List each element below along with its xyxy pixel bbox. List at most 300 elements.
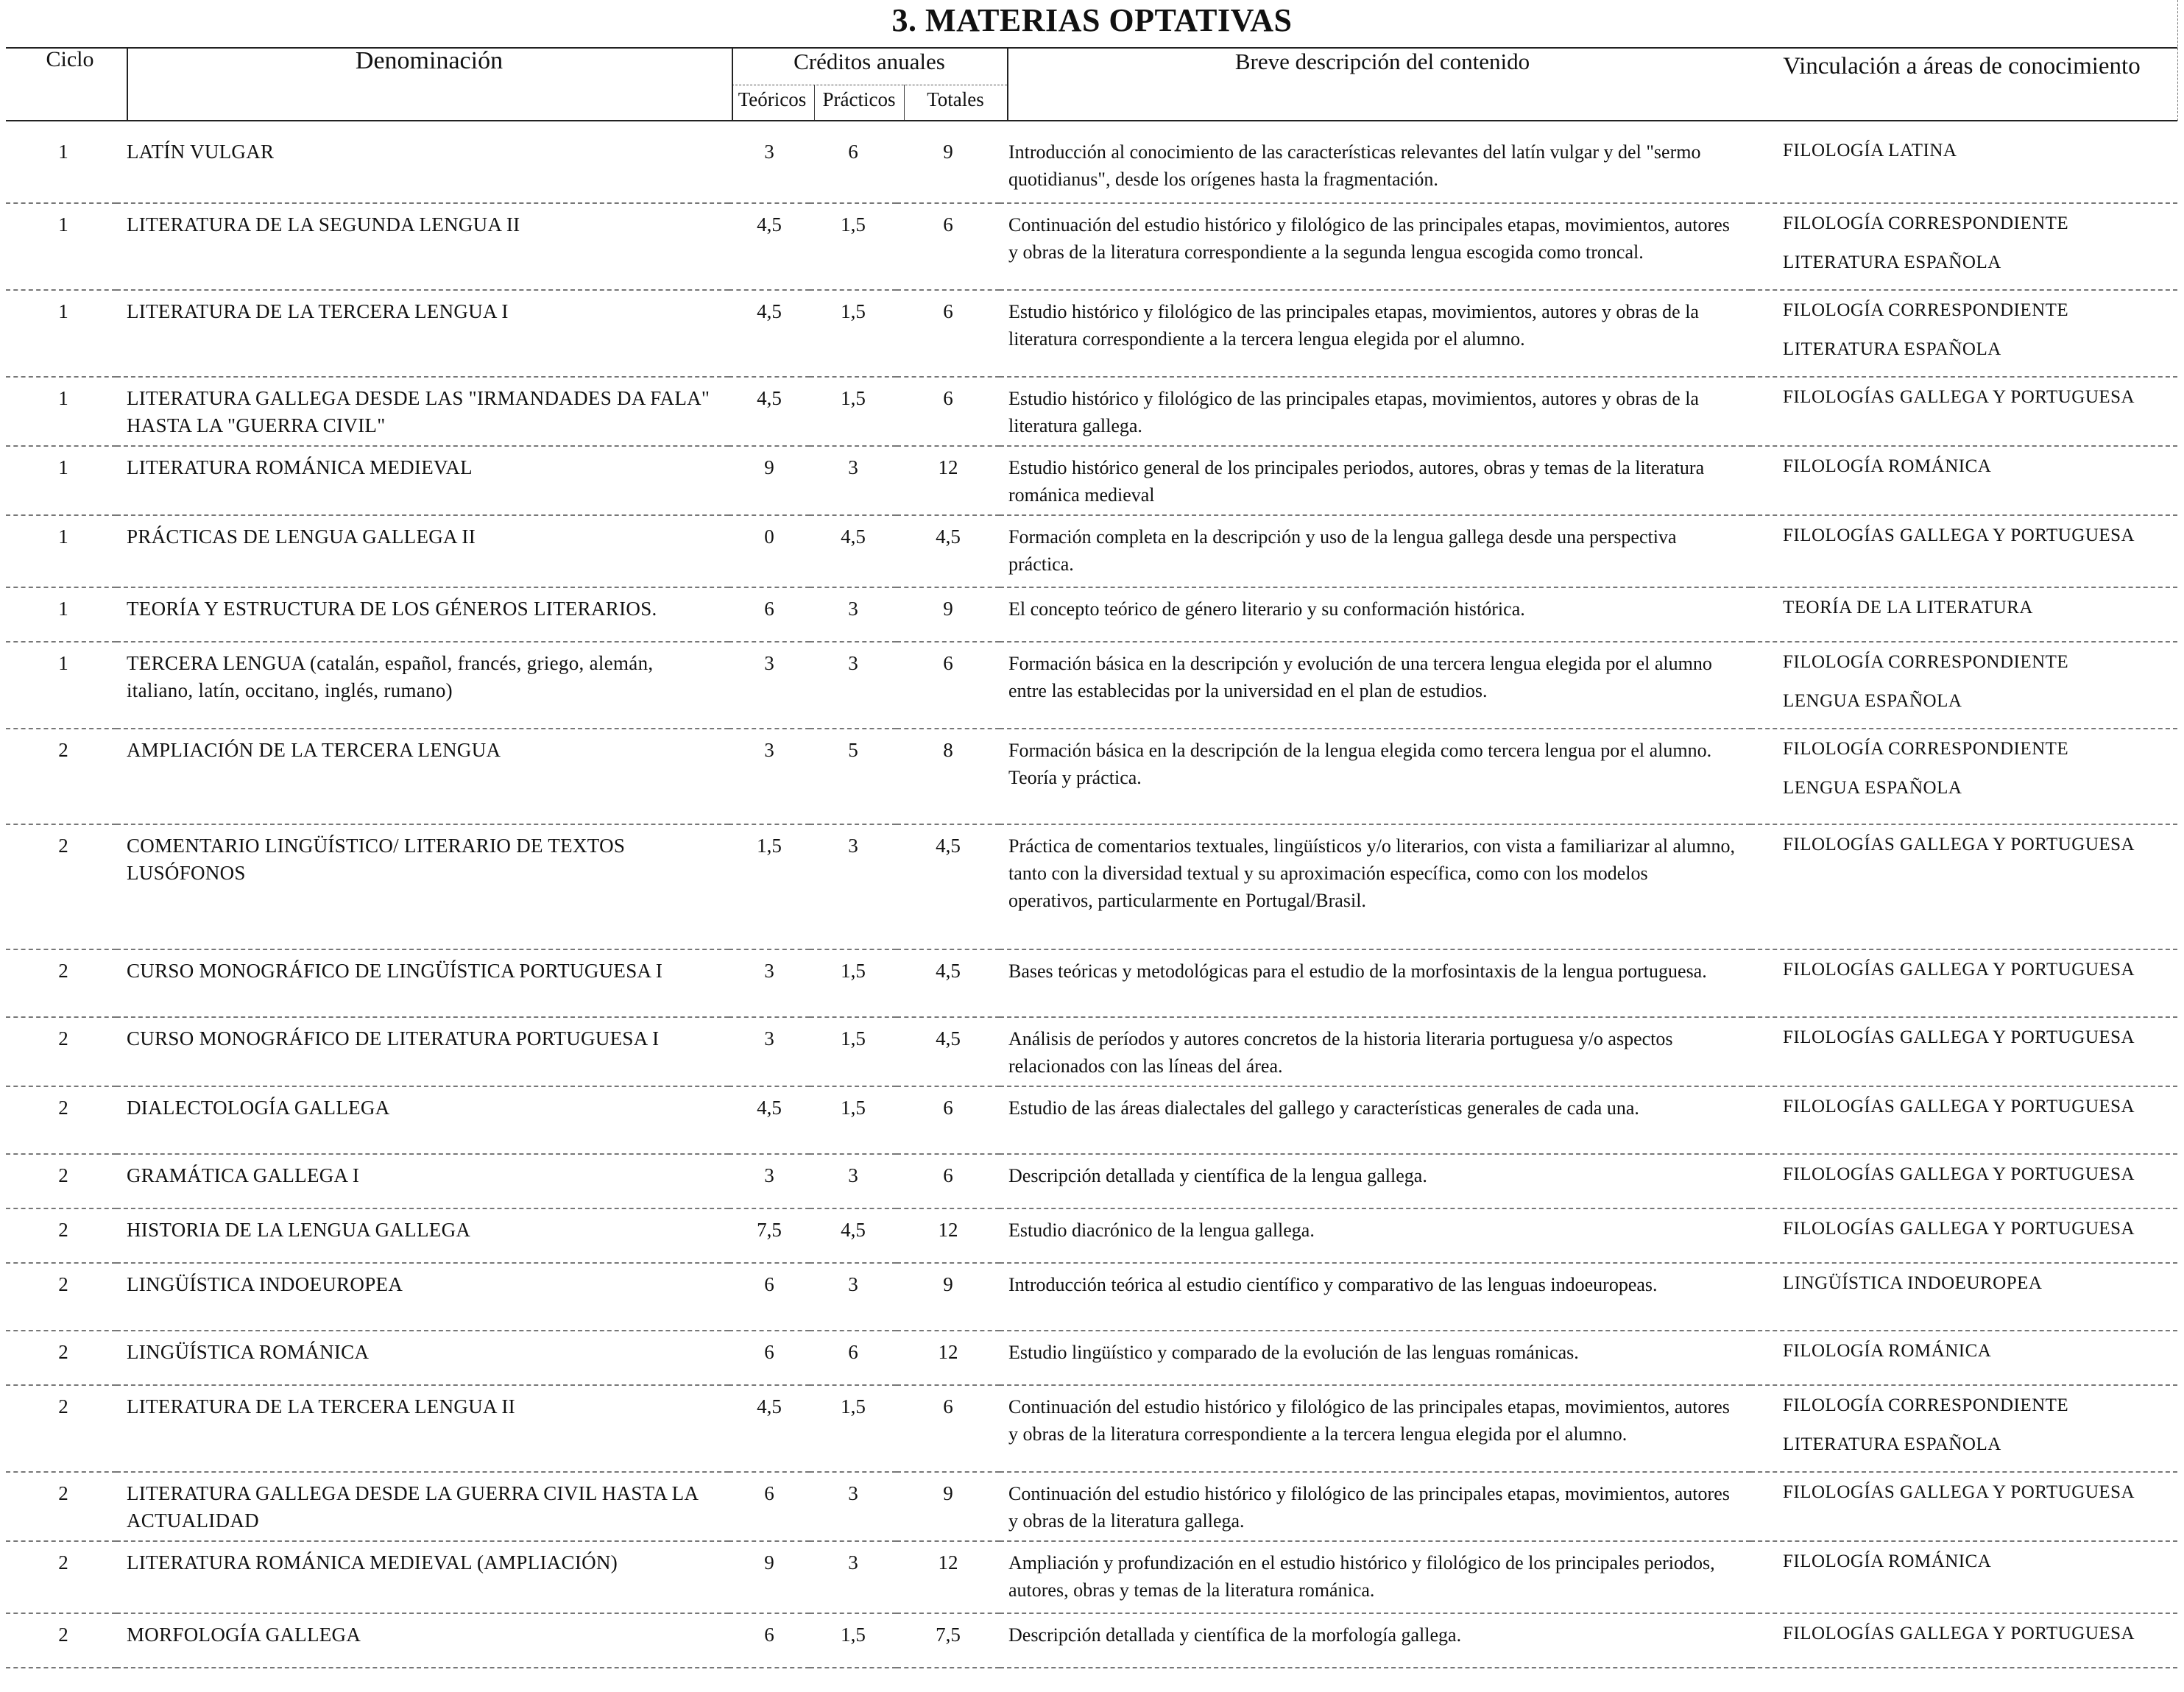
totales-cell [897,642,1000,729]
table-row [6,642,2177,729]
vinculacion-cell [1750,1613,2177,1668]
ciclo-cell [6,1331,116,1385]
denominacion-cell-text: MORFOLOGÍA GALLEGA [127,1624,361,1646]
ciclo-cell-text: 2 [58,1341,68,1363]
practicos-cell [810,587,897,642]
ciclo-cell-text: 2 [58,1624,68,1646]
descripcion-cell [1000,729,1750,824]
totales-cell [897,729,1000,824]
totales-cell-text: 9 [943,598,953,620]
descripcion-cell [1000,1263,1750,1331]
ciclo-cell-text: 2 [58,960,68,982]
totales-cell-text: 8 [943,739,953,761]
teoricos-cell [729,446,810,515]
ciclo-cell-text: 2 [58,1551,68,1574]
teoricos-cell [729,515,810,587]
descripcion-cell-text: Análisis de períodos y autores concretos de la historia literaria portuguesa y/o aspectos relacionados con las líneas del área. [1008,1028,1673,1077]
denominacion-cell-text: LITERATURA ROMÁNICA MEDIEVAL [127,456,473,478]
totales-cell [897,1086,1000,1154]
practicos-cell-text: 3 [848,652,858,674]
teoricos-cell-text: 3 [764,652,774,674]
header-ciclo: Ciclo [46,47,94,71]
area-name: LITERATURA ESPAÑOLA [1783,252,2001,272]
teoricos-cell-text: 9 [764,456,774,478]
ciclo-cell-text: 1 [58,213,68,236]
vinculacion-cell [1750,587,2177,642]
practicos-cell [810,203,897,290]
vinculacion-cell [1750,642,2177,729]
ciclo-cell-text: 2 [58,1482,68,1504]
ciclo-cell-text: 1 [58,598,68,620]
ciclo-cell [6,1208,116,1263]
teoricos-cell-text: 4,5 [757,1395,782,1417]
denominacion-cell [116,1385,729,1472]
header-teoricos: Teóricos [738,88,807,110]
denominacion-cell-text: CURSO MONOGRÁFICO DE LITERATURA PORTUGUESA I [127,1027,660,1049]
teoricos-cell [729,949,810,1017]
denominacion-cell-text: HISTORIA DE LA LENGUA GALLEGA [127,1219,471,1241]
totales-cell-text: 6 [943,300,953,322]
practicos-cell [810,515,897,587]
denominacion-cell-text: LITERATURA ROMÁNICA MEDIEVAL (AMPLIACIÓN) [127,1551,618,1574]
ciclo-cell-text: 2 [58,1219,68,1241]
practicos-cell [810,1086,897,1154]
teoricos-cell-text: 9 [764,1551,774,1574]
vinculacion-cell [1750,1472,2177,1541]
area-name: FILOLOGÍA ROMÁNICA [1783,1341,1992,1361]
descripcion-cell [1000,1208,1750,1263]
descripcion-cell-text: Continuación del estudio histórico y filológico de las principales etapas, movimientos, autores y obras de la literatura correspondiente a la tercera lengua elegida por el alumno. [1008,1396,1730,1445]
practicos-cell [810,377,897,446]
totales-cell [897,203,1000,290]
teoricos-cell [729,377,810,446]
denominacion-cell [116,1613,729,1668]
ciclo-cell-text: 2 [58,1395,68,1417]
practicos-cell [810,1331,897,1385]
descripcion-cell-text: Estudio histórico general de los principales periodos, autores, obras y temas de la literatura románica medieval [1008,457,1705,506]
ciclo-cell-text: 2 [58,835,68,857]
area-name: LINGÜÍSTICA INDOEUROPEA [1783,1273,2043,1293]
teoricos-cell [729,1613,810,1668]
table-row [6,203,2177,290]
table-row [6,1154,2177,1208]
denominacion-cell-text: LITERATURA GALLEGA DESDE LA GUERRA CIVIL HASTA LA ACTUALIDAD [127,1482,698,1532]
ciclo-cell-text: 2 [58,739,68,761]
teoricos-cell [729,1263,810,1331]
totales-cell-text: 6 [943,1164,953,1186]
area-name: LITERATURA ESPAÑOLA [1783,1434,2001,1454]
area-name: FILOLOGÍAS GALLEGA Y PORTUGUESA [1783,1624,2135,1643]
practicos-cell-text: 3 [848,1482,858,1504]
vinculacion-cell [1750,377,2177,446]
area-name: FILOLOGÍAS GALLEGA Y PORTUGUESA [1783,1164,2135,1184]
ciclo-cell [6,729,116,824]
totales-cell [897,587,1000,642]
area-name: FILOLOGÍA CORRESPONDIENTE [1783,652,2069,672]
totales-cell [897,290,1000,377]
descripcion-cell-text: Continuación del estudio histórico y filológico de las principales etapas, movimientos, autores y obras de la literatura correspondiente a la segunda lengua escogida como troncal. [1008,214,1730,263]
denominacion-cell-text: LATÍN VULGAR [127,141,275,163]
area-name: FILOLOGÍAS GALLEGA Y PORTUGUESA [1783,960,2135,980]
denominacion-cell [116,377,729,446]
ciclo-cell [6,1086,116,1154]
header-descripcion: Breve descripción del contenido [1234,49,1530,74]
vinculacion-cell [1750,1331,2177,1385]
teoricos-cell-text: 6 [764,1341,774,1363]
area-name: FILOLOGÍA CORRESPONDIENTE [1783,739,2069,759]
area-name: FILOLOGÍA LATINA [1783,141,1957,160]
practicos-cell-text: 4,5 [841,525,866,548]
table-row [6,1472,2177,1541]
teoricos-cell [729,824,810,949]
ciclo-cell-text: 2 [58,1097,68,1119]
ciclo-cell [6,1385,116,1472]
teoricos-cell [729,1331,810,1385]
page-title: 3. MATERIAS OPTATIVAS [891,2,1293,38]
area-name: FILOLOGÍAS GALLEGA Y PORTUGUESA [1783,525,2135,545]
practicos-cell-text: 1,5 [841,1097,866,1119]
denominacion-cell-text: LITERATURA DE LA SEGUNDA LENGUA II [127,213,520,236]
ciclo-cell [6,203,116,290]
practicos-cell [810,446,897,515]
practicos-cell-text: 1,5 [841,300,866,322]
denominacion-cell-text: COMENTARIO LINGÜÍSTICO/ LITERARIO DE TEXTOS LUSÓFONOS [127,835,626,884]
denominacion-cell [116,290,729,377]
descripcion-cell [1000,1472,1750,1541]
totales-cell [897,1263,1000,1331]
area-name: LITERATURA ESPAÑOLA [1783,339,2001,359]
denominacion-cell-text: DIALECTOLOGÍA GALLEGA [127,1097,390,1119]
ciclo-cell [6,515,116,587]
totales-cell-text: 4,5 [936,1027,961,1049]
denominacion-cell [116,729,729,824]
totales-cell-text: 6 [943,1395,953,1417]
table-row [6,1613,2177,1668]
totales-cell [897,515,1000,587]
teoricos-cell [729,1086,810,1154]
totales-cell [897,446,1000,515]
practicos-cell-text: 3 [848,456,858,478]
denominacion-cell [116,1263,729,1331]
teoricos-cell-text: 6 [764,1482,774,1504]
denominacion-cell-text: TEORÍA Y ESTRUCTURA DE LOS GÉNEROS LITERARIOS. [127,598,657,620]
descripcion-cell-text: Estudio de las áreas dialectales del gallego y características generales de cada una. [1008,1097,1639,1119]
denominacion-cell-text: LINGÜÍSTICA ROMÁNICA [127,1341,370,1363]
teoricos-cell-text: 3 [764,739,774,761]
area-name: FILOLOGÍA CORRESPONDIENTE [1783,300,2069,320]
practicos-cell-text: 6 [848,141,858,163]
descripcion-cell-text: Práctica de comentarios textuales, lingüísticos y/o literarios, con vista a familiarizar al alumno, tanto con la diversidad textual y su aproximación específica, como con los modelos operativos, particularmente en Portugal/Brasil. [1008,835,1735,911]
ciclo-cell [6,1017,116,1086]
denominacion-cell-text: PRÁCTICAS DE LENGUA GALLEGA II [127,525,476,548]
teoricos-cell-text: 4,5 [757,387,782,409]
ciclo-cell-text: 1 [58,652,68,674]
totales-cell [897,1208,1000,1263]
descripcion-cell-text: Estudio histórico y filológico de las principales etapas, movimientos, autores y obras de la literatura gallega. [1008,388,1699,436]
descripcion-cell-text: Formación básica en la descripción de la lengua elegida como tercera lengua por el alumno. Teoría y práctica. [1008,740,1712,788]
totales-cell-text: 9 [943,141,953,163]
practicos-cell [810,1263,897,1331]
teoricos-cell-text: 7,5 [757,1219,782,1241]
practicos-cell-text: 3 [848,1551,858,1574]
table-row [6,377,2177,446]
teoricos-cell-text: 6 [764,1624,774,1646]
practicos-cell [810,1541,897,1613]
teoricos-cell-text: 3 [764,1164,774,1186]
practicos-cell-text: 3 [848,1273,858,1295]
descripcion-cell [1000,515,1750,587]
header-creditos-anuales: Créditos anuales [794,49,945,74]
denominacion-cell [116,131,729,203]
table-row [6,1086,2177,1154]
denominacion-cell [116,203,729,290]
totales-cell-text: 6 [943,213,953,236]
vinculacion-cell [1750,1263,2177,1331]
teoricos-cell [729,1017,810,1086]
ciclo-cell [6,1613,116,1668]
area-name: TEORÍA DE LA LITERATURA [1783,598,2033,617]
vinculacion-cell [1750,949,2177,1017]
ciclo-cell-text: 1 [58,387,68,409]
area-name: FILOLOGÍA CORRESPONDIENTE [1783,1395,2069,1415]
totales-cell-text: 12 [938,456,958,478]
teoricos-cell [729,290,810,377]
practicos-cell [810,1208,897,1263]
practicos-cell [810,290,897,377]
practicos-cell [810,1613,897,1668]
denominacion-cell-text: AMPLIACIÓN DE LA TERCERA LENGUA [127,739,501,761]
table-row [6,587,2177,642]
descripcion-cell [1000,131,1750,203]
practicos-cell-text: 1,5 [841,387,866,409]
area-name: LENGUA ESPAÑOLA [1783,691,1962,711]
table-row [6,949,2177,1017]
totales-cell-text: 9 [943,1273,953,1295]
ciclo-cell [6,824,116,949]
ciclo-cell [6,1263,116,1331]
totales-cell [897,1613,1000,1668]
totales-cell [897,1472,1000,1541]
denominacion-cell-text: LITERATURA GALLEGA DESDE LAS "IRMANDADES DA FALA" HASTA LA "GUERRA CIVIL" [127,387,710,436]
totales-cell-text: 6 [943,387,953,409]
vinculacion-cell [1750,1086,2177,1154]
denominacion-cell [116,1541,729,1613]
table-row [6,1385,2177,1472]
totales-cell-text: 6 [943,1097,953,1119]
area-name: FILOLOGÍA CORRESPONDIENTE [1783,213,2069,233]
denominacion-cell-text: GRAMÁTICA GALLEGA I [127,1164,360,1186]
ciclo-cell [6,377,116,446]
area-name: FILOLOGÍA ROMÁNICA [1783,456,1992,476]
totales-cell-text: 6 [943,652,953,674]
ciclo-cell-text: 2 [58,1027,68,1049]
denominacion-cell-text: TERCERA LENGUA (catalán, español, francés, griego, alemán, italiano, latín, occitano, inglés, rumano) [127,652,654,701]
totales-cell-text: 4,5 [936,525,961,548]
teoricos-cell-text: 4,5 [757,300,782,322]
teoricos-cell-text: 6 [764,1273,774,1295]
table-row [6,1017,2177,1086]
totales-cell-text: 12 [938,1219,958,1241]
practicos-cell-text: 5 [848,739,858,761]
descripcion-cell [1000,587,1750,642]
teoricos-cell-text: 3 [764,960,774,982]
totales-cell [897,949,1000,1017]
descripcion-cell-text: Formación básica en la descripción y evolución de una tercera lengua elegida por el alumno entre las establecidas por la universidad en el plan de estudios. [1008,653,1712,701]
header-practicos: Prácticos [822,88,896,110]
descripcion-cell-text: Estudio lingüístico y comparado de la evolución de las lenguas románicas. [1008,1342,1579,1363]
practicos-cell-text: 1,5 [841,1395,866,1417]
area-name: FILOLOGÍAS GALLEGA Y PORTUGUESA [1783,1097,2135,1116]
area-name: FILOLOGÍA ROMÁNICA [1783,1551,1992,1571]
practicos-cell-text: 3 [848,598,858,620]
descripcion-cell [1000,1613,1750,1668]
vinculacion-cell [1750,1017,2177,1086]
descripcion-cell-text: Formación completa en la descripción y uso de la lengua gallega desde una perspectiva práctica. [1008,526,1677,575]
totales-cell [897,1154,1000,1208]
denominacion-cell [116,1208,729,1263]
header-bottom-rule [6,120,2177,121]
teoricos-cell [729,1208,810,1263]
area-name: FILOLOGÍAS GALLEGA Y PORTUGUESA [1783,1482,2135,1502]
teoricos-cell-text: 3 [764,1027,774,1049]
descripcion-cell-text: Continuación del estudio histórico y filológico de las principales etapas, movimientos, autores y obras de la literatura gallega. [1008,1483,1730,1532]
descripcion-cell [1000,1154,1750,1208]
practicos-cell [810,1472,897,1541]
ciclo-cell [6,1154,116,1208]
totales-cell-text: 4,5 [936,835,961,857]
vinculacion-cell [1750,1541,2177,1613]
descripcion-cell [1000,446,1750,515]
descripcion-cell-text: Descripción detallada y científica de la lengua gallega. [1008,1165,1427,1186]
ciclo-cell-text: 1 [58,456,68,478]
vinculacion-cell [1750,824,2177,949]
vinculacion-cell [1750,446,2177,515]
totales-cell [897,377,1000,446]
area-name: FILOLOGÍAS GALLEGA Y PORTUGUESA [1783,835,2135,854]
totales-cell [897,1017,1000,1086]
area-name: FILOLOGÍAS GALLEGA Y PORTUGUESA [1783,1219,2135,1239]
ciclo-cell [6,1541,116,1613]
teoricos-cell-text: 0 [764,525,774,548]
practicos-cell-text: 6 [848,1341,858,1363]
denominacion-cell [116,515,729,587]
teoricos-cell [729,1385,810,1472]
practicos-cell [810,729,897,824]
practicos-cell-text: 1,5 [841,213,866,236]
denominacion-cell [116,1331,729,1385]
descripcion-cell-text: Descripción detallada y científica de la morfología gallega. [1008,1624,1462,1646]
descripcion-cell [1000,203,1750,290]
totales-cell-text: 7,5 [936,1624,961,1646]
denominacion-cell [116,1017,729,1086]
table-row [6,1208,2177,1263]
descripcion-cell-text: Estudio histórico y filológico de las principales etapas, movimientos, autores y obras de la literatura correspondiente a la tercera lengua elegida por el alumno. [1008,301,1699,350]
practicos-cell [810,1385,897,1472]
denominacion-cell-text: LITERATURA DE LA TERCERA LENGUA I [127,300,509,322]
denominacion-cell [116,1154,729,1208]
table-row [6,1541,2177,1613]
vinculacion-cell [1750,290,2177,377]
ciclo-cell-text: 1 [58,525,68,548]
header-vinculacion: Vinculación a áreas de conocimiento [1783,53,2141,79]
teoricos-cell [729,1472,810,1541]
totales-cell [897,824,1000,949]
descripcion-cell [1000,1017,1750,1086]
practicos-cell-text: 4,5 [841,1219,866,1241]
teoricos-cell [729,1154,810,1208]
vinculacion-cell [1750,203,2177,290]
table-row [6,515,2177,587]
denominacion-cell [116,949,729,1017]
descripcion-cell [1000,1541,1750,1613]
area-name: LENGUA ESPAÑOLA [1783,778,1962,798]
teoricos-cell [729,729,810,824]
vinculacion-cell [1750,515,2177,587]
denominacion-cell [116,824,729,949]
totales-cell [897,131,1000,203]
ciclo-cell-text: 1 [58,141,68,163]
descripcion-cell-text: Introducción al conocimiento de las características relevantes del latín vulgar y del "sermo quotidianus", desde los orígenes hasta la fragmentación. [1008,141,1701,190]
vinculacion-cell [1750,1385,2177,1472]
descripcion-cell-text: Bases teóricas y metodológicas para el estudio de la morfosintaxis de la lengua portuguesa. [1008,960,1707,982]
denominacion-cell [116,446,729,515]
vinculacion-cell [1750,729,2177,824]
area-name: FILOLOGÍAS GALLEGA Y PORTUGUESA [1783,1027,2135,1047]
descripcion-cell-text: El concepto teórico de género literario y su conformación histórica. [1008,598,1525,620]
practicos-cell-text: 1,5 [841,960,866,982]
table-row [6,1331,2177,1385]
table-row [6,729,2177,824]
teoricos-cell [729,642,810,729]
denominacion-cell [116,587,729,642]
practicos-cell [810,642,897,729]
totales-cell-text: 12 [938,1341,958,1363]
denominacion-cell-text: LINGÜÍSTICA INDOEUROPEA [127,1273,403,1295]
teoricos-cell [729,1541,810,1613]
practicos-cell [810,824,897,949]
practicos-cell-text: 3 [848,835,858,857]
ciclo-cell [6,587,116,642]
totales-cell [897,1541,1000,1613]
vinculacion-cell [1750,131,2177,203]
ciclo-cell-text: 2 [58,1164,68,1186]
totales-cell-text: 12 [938,1551,958,1574]
practicos-cell [810,1017,897,1086]
ciclo-cell-text: 1 [58,300,68,322]
teoricos-cell-text: 4,5 [757,1097,782,1119]
ciclo-cell [6,1472,116,1541]
totales-cell-text: 4,5 [936,960,961,982]
ciclo-cell [6,949,116,1017]
table-row [6,1263,2177,1331]
descripcion-cell-text: Ampliación y profundización en el estudio histórico y filológico de los principales periodos, autores, obras y temas de la literatura románica. [1008,1552,1715,1601]
totales-cell-text: 9 [943,1482,953,1504]
ciclo-cell [6,131,116,203]
descripcion-cell [1000,377,1750,446]
descripcion-cell-text: Estudio diacrónico de la lengua gallega. [1008,1220,1315,1241]
practicos-cell [810,949,897,1017]
teoricos-cell [729,203,810,290]
ciclo-cell [6,290,116,377]
table-row [6,824,2177,949]
descripcion-cell [1000,824,1750,949]
descripcion-cell [1000,1331,1750,1385]
descripcion-cell-text: Introducción teórica al estudio científico y comparativo de las lenguas indoeuropeas. [1008,1274,1658,1295]
practicos-cell [810,131,897,203]
descripcion-cell [1000,1086,1750,1154]
teoricos-cell [729,131,810,203]
denominacion-cell [116,642,729,729]
